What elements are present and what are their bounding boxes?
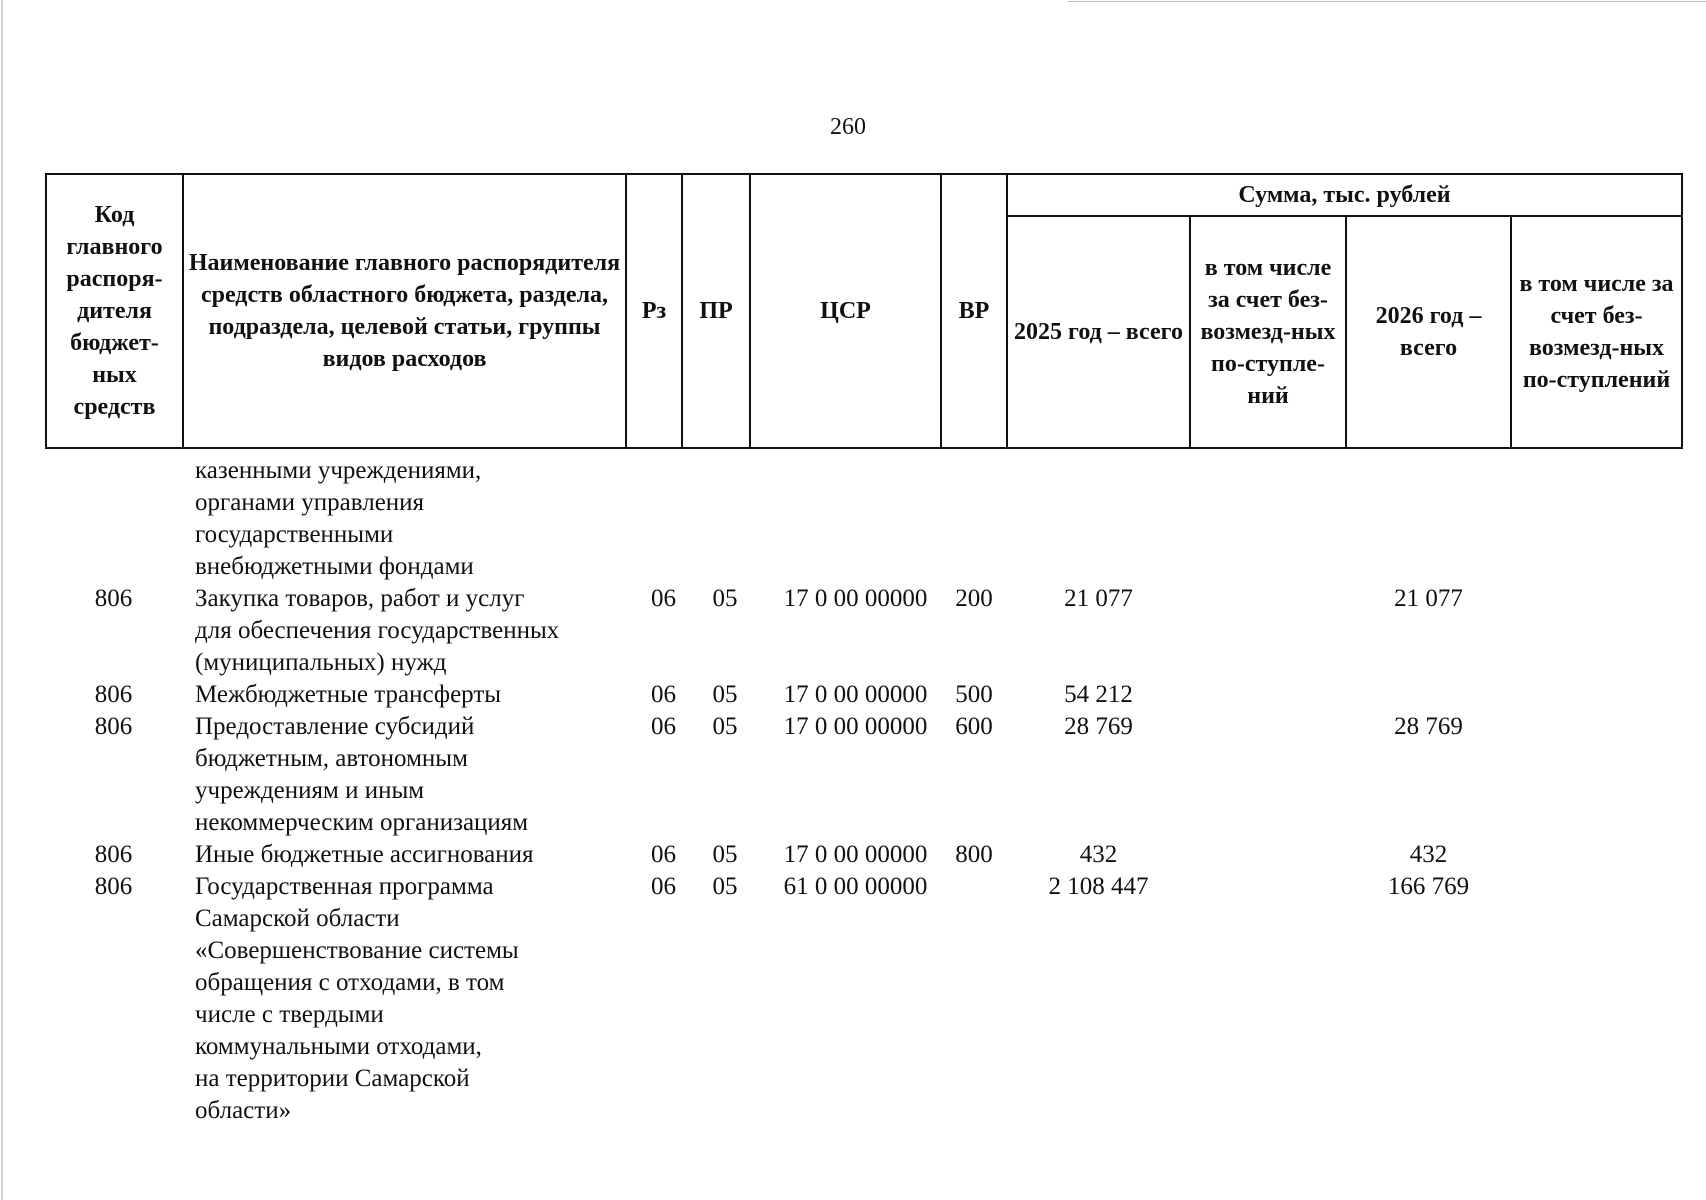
name-line: обращения с отходами, в том	[195, 969, 505, 996]
cell-vr: 800	[955, 841, 993, 868]
cell-sum-2025: 2 108 447	[1048, 873, 1149, 900]
name-line: (муниципальных) нужд	[195, 649, 447, 676]
table-body	[45, 455, 1681, 1127]
cell-name	[195, 711, 635, 839]
cell-code: 806	[94, 841, 133, 868]
cell-rz: 06	[651, 841, 676, 868]
name-line: Государственная программа	[195, 873, 494, 900]
name-line: области»	[195, 1097, 292, 1124]
cell-name	[195, 679, 635, 711]
cell-vr: 500	[955, 681, 993, 708]
cell-code: 806	[94, 585, 133, 612]
cell-pr: 05	[712, 585, 738, 612]
header-2025-free: в том числе за счет без-возмезд-ных по-ступле-ний	[1190, 216, 1346, 448]
cell-sum-2025: 28 769	[1064, 713, 1133, 740]
cell-sum-2025: 432	[1079, 841, 1118, 868]
cell-csr: 61 0 00 00000	[783, 873, 928, 900]
name-line: Самарской области	[195, 905, 400, 932]
cell-name	[195, 583, 635, 679]
cell-code: 806	[94, 713, 133, 740]
name-line: на территории Самарской	[195, 1065, 470, 1092]
name-line: Иные бюджетные ассигнования	[195, 841, 534, 868]
name-line: коммунальными отходами,	[195, 1033, 482, 1060]
name-line: числе с твердыми	[195, 1001, 384, 1028]
name-line: казенными учреждениями,	[195, 457, 482, 484]
page-top-edge-line	[1068, 1, 1706, 2]
name-line: для обеспечения государственных	[195, 617, 560, 644]
header-2026-free: в том числе за счет без-возмезд-ных по-ступлений	[1511, 216, 1682, 448]
cell-csr: 17 0 00 00000	[783, 585, 928, 612]
header-sum-title: Сумма, тыс. рублей	[1007, 174, 1682, 216]
table-row	[45, 455, 1681, 583]
table-row	[45, 871, 1681, 1127]
cell-vr: 200	[955, 585, 993, 612]
table-row	[45, 711, 1681, 839]
name-line: внебюджетными фондами	[195, 553, 474, 580]
header-rz: Рз	[626, 174, 682, 448]
cell-pr: 05	[712, 873, 738, 900]
cell-sum-2026: 166 769	[1387, 873, 1470, 900]
table-header	[45, 173, 1683, 449]
name-line: бюджетным, автономным	[195, 745, 468, 772]
cell-name	[195, 455, 635, 583]
cell-name	[195, 839, 635, 871]
header-code: Код главного распоря-дителя бюджет-ных средств	[46, 174, 183, 448]
name-line: Предоставление субсидий	[195, 713, 475, 740]
cell-csr: 17 0 00 00000	[783, 841, 928, 868]
cell-rz: 06	[651, 873, 676, 900]
table-row	[45, 839, 1681, 871]
cell-rz: 06	[651, 681, 676, 708]
header-pr: ПР	[682, 174, 750, 448]
cell-rz: 06	[651, 713, 676, 740]
name-line: государственными	[195, 521, 394, 548]
cell-code: 806	[94, 873, 133, 900]
page-number: 260	[830, 114, 866, 140]
cell-sum-2026: 432	[1409, 841, 1448, 868]
cell-name	[195, 871, 635, 1127]
cell-sum-2026: 28 769	[1394, 713, 1463, 740]
cell-pr: 05	[712, 681, 738, 708]
cell-rz: 06	[651, 585, 676, 612]
name-line: Межбюджетные трансферты	[195, 681, 502, 708]
name-line: «Совершенствование системы	[195, 937, 519, 964]
cell-sum-2026: 21 077	[1394, 585, 1463, 612]
header-vr: ВР	[941, 174, 1007, 448]
header-name: Наименование главного распорядителя средств областного бюджета, раздела, подраздела, целевой статьи, группы видов расходов	[183, 174, 626, 448]
page-edge-shadow	[1, 0, 3, 1200]
name-line: органами управления	[195, 489, 425, 516]
header-2025-total: 2025 год – всего	[1007, 216, 1190, 448]
table-row	[45, 583, 1681, 679]
cell-csr: 17 0 00 00000	[783, 713, 928, 740]
cell-vr: 600	[955, 713, 993, 740]
cell-pr: 05	[712, 841, 738, 868]
cell-code: 806	[94, 681, 133, 708]
table-row	[45, 679, 1681, 711]
cell-sum-2025: 54 212	[1064, 681, 1133, 708]
name-line: Закупка товаров, работ и услуг	[195, 585, 525, 612]
cell-csr: 17 0 00 00000	[783, 681, 928, 708]
header-csr: ЦСР	[750, 174, 941, 448]
name-line: учреждениям и иным	[195, 777, 425, 804]
name-line: некоммерческим организациям	[195, 809, 529, 836]
cell-sum-2025: 21 077	[1064, 585, 1133, 612]
cell-pr: 05	[712, 713, 738, 740]
header-2026-total: 2026 год – всего	[1346, 216, 1511, 448]
